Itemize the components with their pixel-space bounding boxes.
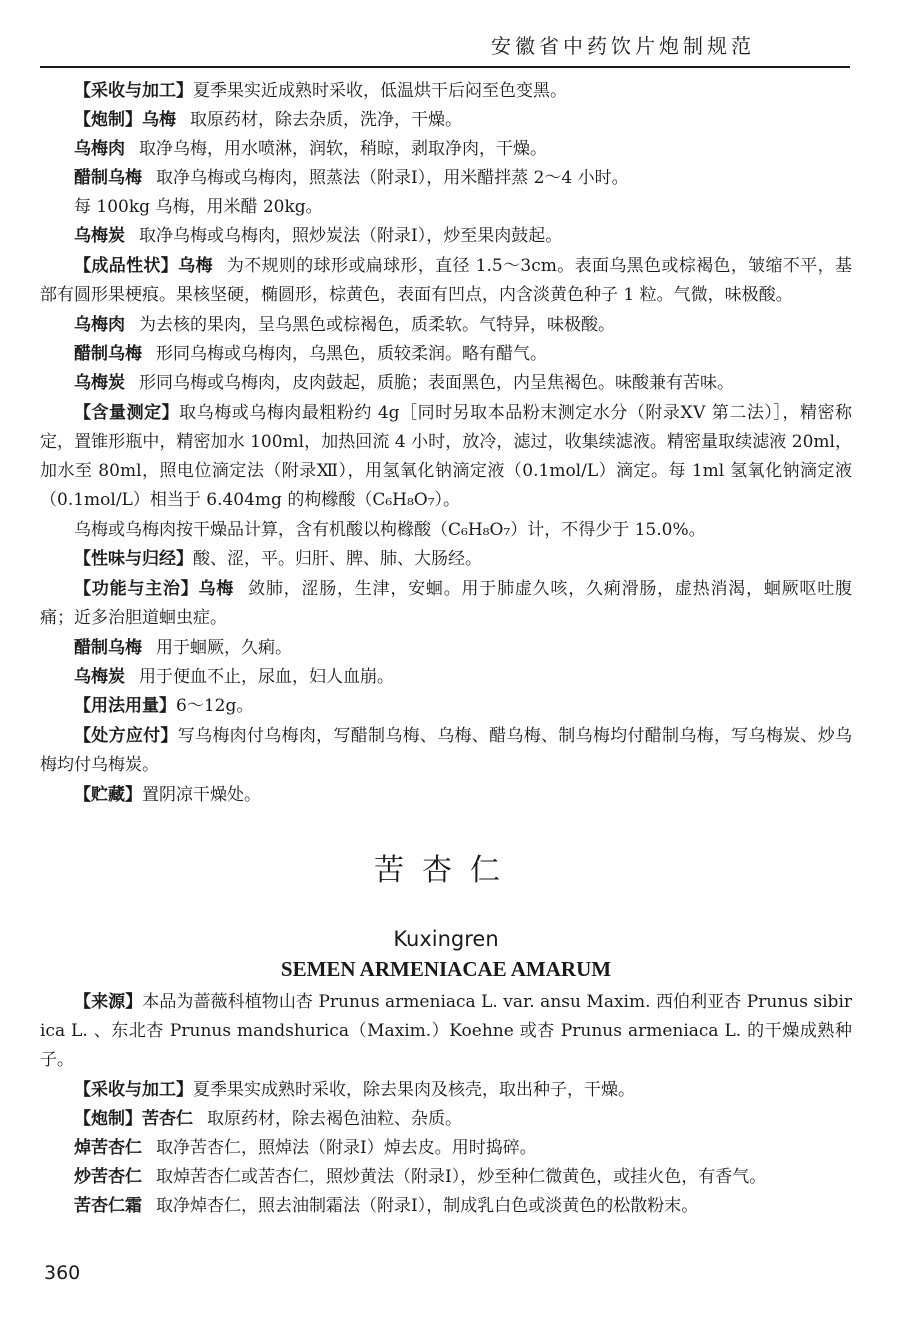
- entry-pinyin: Kuxingren: [393, 927, 499, 951]
- section-text: 夏季果实近成熟时采收，低温烘干后闷至色变黑。: [193, 81, 567, 101]
- page-number: 360: [44, 1262, 81, 1284]
- subheading: 乌梅炭: [74, 667, 125, 687]
- subheading: 苦杏仁霜: [74, 1196, 142, 1216]
- section-text: 形同乌梅或乌梅肉，皮肉鼓起，质脆；表面黑色，内呈焦褐色。味酸兼有苦味。: [139, 373, 734, 393]
- section-heading: 【功能与主治】: [74, 579, 199, 599]
- kxr-source: [40, 988, 852, 1075]
- kxr-process: [40, 1106, 852, 1133]
- running-header: [40, 22, 850, 68]
- subheading: 苦杏仁: [142, 1109, 193, 1129]
- entry-title: 苦杏仁: [374, 853, 518, 888]
- header-title: 安徽省中药饮片炮制规范: [491, 34, 755, 58]
- subheading: 乌梅: [142, 110, 176, 130]
- wumei-function-tan: [40, 664, 852, 691]
- entry-latin-name: SEMEN ARMENIACAE AMARUM: [280, 957, 612, 981]
- wumei-assay: [40, 399, 852, 515]
- section-text: 夏季果实成熟时采收，除去果肉及核壳，取出种子，干燥。: [193, 1080, 635, 1100]
- section-heading: 【采收与加工】: [74, 81, 193, 101]
- section-text: 取净焯杏仁，照去油制霜法（附录Ⅰ），制成乳白色或淡黄色的松散粉末。: [156, 1196, 699, 1216]
- section-text: 酸、涩，平。归肝、脾、肺、大肠经。: [193, 549, 482, 569]
- section-text: 本品为蔷薇科植物山杏 Prunus armeniaca L. var. ansu Maxim. 西伯利亚杏 Prunus sibirica L. 、东北杏 Prunus mandshurica（Maxim.）Koehne 或杏 Prunus armeniaca L. 的干燥成熟种子。: [40, 992, 853, 1070]
- section-text: 取原药材，除去杂质，洗净，干燥。: [190, 110, 462, 130]
- wumei-traits-tan: [40, 370, 852, 397]
- wumei-harvest: [40, 78, 852, 105]
- section-text: 取净乌梅或乌梅肉，照炒炭法（附录Ⅰ），炒至果肉鼓起。: [139, 226, 563, 246]
- section-text: 取焯苦杏仁或苦杏仁，照炒黄法（附录Ⅰ），炒至种仁微黄色，或挂火色，有香气。: [156, 1167, 767, 1187]
- section-heading: 【采收与加工】: [74, 1080, 193, 1100]
- wumei-process-cu: [40, 165, 852, 192]
- section-text: 敛肺，涩肠，生津，安蛔。用于肺虚久咳，久痢滑肠，虚热消渴，蛔厥呕吐腹痛；近多治胆道蛔虫症。: [40, 579, 853, 628]
- subheading: 醋制乌梅: [74, 344, 142, 364]
- section-text: 写乌梅肉付乌梅肉，写醋制乌梅、乌梅、醋乌梅、制乌梅均付醋制乌梅，写乌梅炭、炒乌梅均付乌梅炭。: [40, 726, 853, 775]
- subheading: 乌梅: [178, 256, 213, 276]
- section-heading: 【贮藏】: [74, 785, 142, 805]
- section-heading: 【处方应付】: [74, 726, 178, 746]
- section-heading: 【用法用量】: [74, 696, 176, 716]
- subheading: 乌梅炭: [74, 373, 125, 393]
- wumei-storage: [40, 782, 852, 809]
- wumei-process: [40, 107, 852, 134]
- section-text: 为不规则的球形或扁球形，直径 1.5～3cm。表面乌黑色或棕褐色，皱缩不平，基部有圆形果梗痕。果核坚硬，椭圆形，棕黄色，表面有凹点，内含淡黄色种子 1 粒。气微，味极酸。: [40, 256, 852, 305]
- section-text: 用于蛔厥，久痢。: [156, 638, 292, 658]
- subheading: 乌梅炭: [74, 226, 125, 246]
- section-text: 形同乌梅或乌梅肉，乌黑色，质较柔润。略有醋气。: [156, 344, 547, 364]
- section-text: 取原药材，除去褐色油粒、杂质。: [207, 1109, 462, 1129]
- section-text: 为去核的果肉，呈乌黑色或棕褐色，质柔软。气特异，味极酸。: [139, 315, 615, 335]
- section-text: 取净乌梅或乌梅肉，照蒸法（附录Ⅰ），用米醋拌蒸 2～4 小时。: [156, 168, 629, 188]
- wumei-process-cu-note: 每 100kg 乌梅，用米醋 20kg。: [74, 197, 323, 217]
- wumei-process-tan: [40, 223, 852, 250]
- kxr-process-shuang: [40, 1193, 852, 1220]
- wumei-nature: [40, 546, 852, 573]
- subheading: 醋制乌梅: [74, 168, 142, 188]
- wumei-traits-cu: [40, 341, 852, 368]
- section-text: 用于便血不止，尿血，妇人血崩。: [139, 667, 394, 687]
- subheading: 乌梅肉: [74, 315, 125, 335]
- subheading: 乌梅: [198, 579, 235, 599]
- wumei-assay-limit: 乌梅或乌梅肉按干燥品计算，含有机酸以枸橼酸（C₆H₈O₇）计，不得少于 15.0%。: [74, 520, 706, 540]
- section-text: 取乌梅或乌梅肉最粗粉约 4g［同时另取本品粉末测定水分（附录ⅩⅤ 第二法）］，精密称定，置锥形瓶中，精密加水 100ml，加热回流 4 小时，放冷，滤过，收集续滤液。精密量取续滤液 20ml，加水至 80ml，照电位滴定法（附录Ⅻ），用氢氧化钠滴定液（0.1mol/L）滴定。每 1ml 氢氧化钠滴定液（0.1mol/L）相当于 6.404mg 的枸橼酸（C₆H₈O₇）。: [40, 403, 853, 510]
- wumei-traits-rou: [40, 312, 852, 339]
- section-heading: 【性味与归经】: [74, 549, 193, 569]
- section-heading: 【炮制】: [74, 110, 142, 130]
- section-text: 6～12g。: [176, 696, 254, 716]
- wumei-function-cu: [40, 635, 852, 662]
- kxr-harvest: [40, 1077, 852, 1104]
- section-heading: 【炮制】: [74, 1109, 142, 1129]
- subheading: 醋制乌梅: [74, 638, 142, 658]
- section-heading: 【含量测定】: [74, 403, 180, 423]
- section-text: 置阴凉干燥处。: [142, 785, 261, 805]
- section-heading: 【成品性状】: [74, 256, 179, 276]
- kxr-process-dan: [40, 1135, 852, 1162]
- subheading: 炒苦杏仁: [74, 1167, 142, 1187]
- page-body: [40, 78, 852, 1222]
- section-text: 取净乌梅，用水喷淋，润软，稍晾，剥取净肉，干燥。: [139, 139, 547, 159]
- kxr-process-chao: [40, 1164, 852, 1191]
- section-heading: 【来源】: [74, 992, 143, 1012]
- subheading: 乌梅肉: [74, 139, 125, 159]
- subheading: 焯苦杏仁: [74, 1138, 142, 1158]
- wumei-process-rou: [40, 136, 852, 163]
- wumei-prescription: [40, 722, 852, 780]
- section-text: 取净苦杏仁，照焯法（附录Ⅰ）焯去皮。用时捣碎。: [156, 1138, 537, 1158]
- wumei-dosage: [40, 693, 852, 720]
- wumei-traits: [40, 252, 852, 310]
- wumei-function: [40, 575, 852, 633]
